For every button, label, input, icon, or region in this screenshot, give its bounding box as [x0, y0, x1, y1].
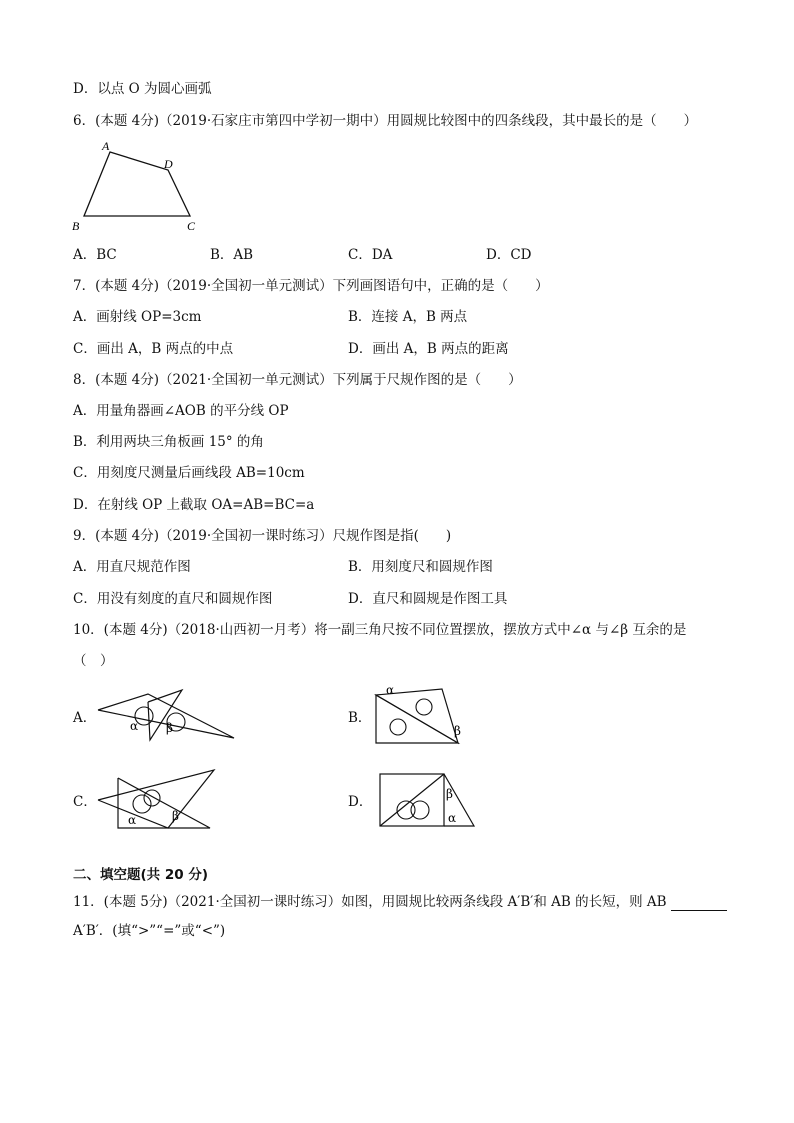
q7-stem: 7．(本题 4分)（2019·全国初一单元测试）下列画图语句中，正确的是（ ） [73, 278, 549, 294]
q11-stem-line2: A′B′．(填“>”“=”或“<”) [73, 923, 226, 939]
q10-option-c-letter: C． [73, 794, 97, 810]
q9-option-a: A．用直尺规范作图 [73, 559, 191, 575]
q9-option-c: C．用没有刻度的直尺和圆规作图 [73, 591, 273, 607]
q7-option-c: C．画出 A，B 两点的中点 [73, 341, 234, 357]
q11-stem-line1 [73, 893, 727, 911]
q8-option-c: C．用刻度尺测量后画线段 AB=10cm [73, 465, 305, 481]
q6-stem: 6．(本题 4分)（2019·石家庄市第四中学初一期中）用圆规比较图中的四条线段，其中最长的是（ ） [73, 113, 698, 129]
q10-option-b-letter: B． [348, 710, 372, 726]
q7-option-b: B．连接 A，B 两点 [348, 309, 468, 325]
q6-option-a: A．BC [73, 247, 117, 263]
q7-option-a: A．画射线 OP=3cm [73, 309, 202, 325]
q10-figure-b [372, 683, 472, 747]
q5-option-d: D．以点 O 为圆心画弧 [73, 81, 212, 97]
q7-option-d: D．画出 A，B 两点的距离 [348, 341, 509, 357]
q10-d-alpha: α [448, 811, 457, 825]
q9-stem: 9．(本题 4分)（2019·全国初一课时练习）尺规作图是指( ) [73, 528, 452, 544]
q6-option-d: D．CD [486, 247, 532, 263]
q10-figure-d [376, 768, 480, 830]
q8-option-b: B．利用两块三角板画 15° 的角 [73, 434, 264, 450]
q10-a-beta: β [166, 721, 173, 735]
q6-label-b: B [72, 219, 80, 233]
section-title: 二、填空题(共 20 分) [73, 867, 209, 883]
q11-stem-text: 11．(本题 5分)（2021·全国初一课时练习）如图，用圆规比较两条线段 A′B′和 AB 的长短，则 AB [73, 894, 667, 910]
q9-option-b: B．用刻度尺和圆规作图 [348, 559, 493, 575]
q10-d-beta: β [446, 787, 453, 801]
q11-answer-blank[interactable] [671, 898, 727, 911]
q10-b-beta: β [454, 724, 461, 738]
q6-quadrilateral-figure [72, 138, 202, 234]
q10-c-alpha: α [128, 813, 137, 827]
q8-option-d: D．在射线 OP 上截取 OA=AB=BC=a [73, 497, 315, 513]
q10-figure-a [96, 688, 240, 744]
q9-option-d: D．直尺和圆规是作图工具 [348, 591, 508, 607]
q10-option-d-letter: D． [348, 794, 373, 810]
q10-paren: （ ） [73, 653, 114, 669]
q10-option-a-letter: A． [73, 710, 97, 726]
q10-c-beta: β [172, 809, 179, 823]
q10-b-alpha: α [386, 683, 395, 697]
q10-figure-c [96, 768, 216, 832]
q8-option-a: A．用量角器画∠AOB 的平分线 OP [73, 403, 289, 419]
q10-a-alpha: α [130, 719, 139, 733]
q8-stem: 8．(本题 4分)（2021·全国初一单元测试）下列属于尺规作图的是（ ） [73, 372, 522, 388]
q6-option-c: C．DA [348, 247, 393, 263]
q6-label-a: A [102, 139, 110, 153]
q6-option-b: B．AB [210, 247, 254, 263]
q6-label-c: C [187, 219, 196, 233]
q6-label-d: D [164, 157, 173, 171]
q10-stem: 10．(本题 4分)（2018·山西初一月考）将一副三角尺按不同位置摆放，摆放方式中∠α 与∠β 互余的是 [73, 622, 687, 638]
